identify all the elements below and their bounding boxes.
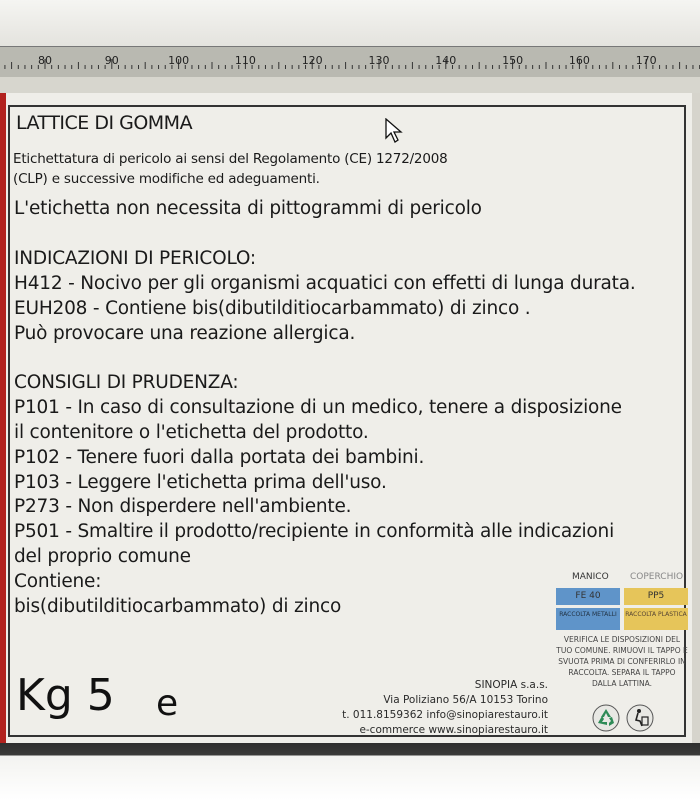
hazard-h412: H412 - Nocivo per gli organismi acquatici con effetti di lunga durata. (14, 273, 636, 294)
recycle-icon (592, 704, 620, 732)
regulation-line-2: (CLP) e successive modifiche ed adeguamenti. (13, 171, 320, 187)
recycling-sub-left: RACCOLTA METALLI (556, 608, 620, 630)
precaution-p501-a: P501 - Smaltire il prodotto/recipiente in conformità alle indicazioni (14, 521, 615, 542)
hazard-allergy: Può provocare una reazione allergica. (14, 323, 356, 344)
horizontal-ruler[interactable] (0, 46, 700, 78)
ruler-label: 150 (502, 54, 524, 67)
monitor-bottom-bezel (0, 743, 700, 800)
company-name: SINOPIA s.a.s. (474, 679, 548, 691)
recycling-head-right: COPERCHIO (630, 572, 684, 582)
precaution-p501-b: del proprio comune (14, 546, 191, 567)
precaution-p273: P273 - Non disperdere nell'ambiente. (14, 496, 352, 517)
precaution-p101-b: il contenitore o l'etichetta del prodotto. (14, 422, 369, 443)
hazard-euh208: EUH208 - Contiene bis(dibutilditiocarbammato) di zinco . (14, 298, 531, 319)
estimated-sign: e (156, 683, 179, 724)
ruler-label: 120 (301, 54, 323, 67)
ruler-label: 160 (568, 54, 590, 67)
ruler-label: 140 (435, 54, 457, 67)
product-title: LATTICE DI GOMMA (16, 112, 193, 134)
company-info (342, 678, 548, 738)
ruler-label: 130 (368, 54, 390, 67)
recycling-header (556, 568, 688, 586)
precaution-p103: P103 - Leggere l'etichetta prima dell'uso. (14, 472, 387, 493)
code-pp-badge: PP5 (624, 588, 688, 605)
net-weight: Kg 5 (16, 670, 115, 721)
ruler-label: 80 (38, 54, 52, 67)
company-address: Via Poliziano 56/A 10153 Torino (383, 694, 548, 706)
recycling-head-left: MANICO (572, 572, 609, 582)
no-pictograms-notice: L'etichetta non necessita di pittogrammi di pericolo (14, 198, 482, 219)
ruler-gap (0, 77, 700, 93)
arrow-cursor-icon (385, 118, 403, 144)
hazard-heading: INDICAZIONI DI PERICOLO: (14, 248, 256, 269)
ruler-label: 110 (234, 54, 256, 67)
precaution-p101-a: P101 - In caso di consultazione di un medico, tenere a disposizione (14, 397, 622, 418)
recycling-sub-right: RACCOLTA PLASTICA (624, 608, 688, 630)
monitor-top-bezel (0, 0, 700, 46)
ruler-label: 170 (635, 54, 657, 67)
ruler-label: 90 (104, 54, 119, 67)
ruler-label: 100 (168, 54, 190, 67)
regulation-line-1: Etichettatura di pericolo ai sensi del Regolamento (CE) 1272/2008 (13, 151, 448, 167)
contains-value: bis(dibutilditiocarbammato) di zinco (14, 596, 342, 617)
trash-bin-icon (626, 704, 654, 732)
company-contact: t. 011.8159362 info@sinopiarestauro.it (342, 709, 548, 721)
contains-label: Contiene: (14, 571, 102, 592)
recycling-info (556, 568, 688, 738)
code-fe-badge: FE 40 (556, 588, 620, 605)
precaution-p102: P102 - Tenere fuori dalla portata dei bambini. (14, 447, 425, 468)
precaution-heading: CONSIGLI DI PRUDENZA: (14, 372, 239, 393)
recycling-note: VERIFICA LE DISPOSIZIONI DEL TUO COMUNE. RIMUOVI IL TAPPO E SVUOTA PRIMA DI CONFERIRLO IN RACCOLTA. SEPARA IL TAPPO DALLA LATTINA. (556, 635, 688, 688)
company-ecommerce: e-commerce www.sinopiarestauro.it (359, 724, 548, 736)
